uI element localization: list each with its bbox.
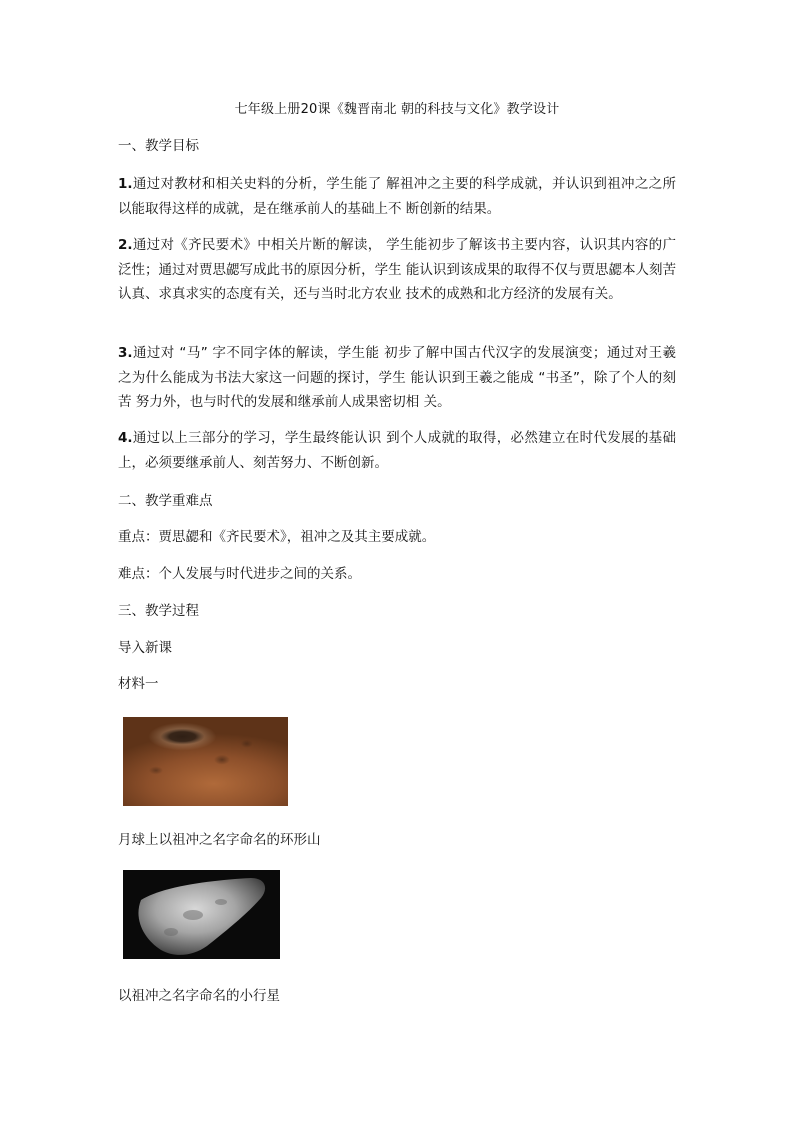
difficulty-text: 难点：个人发展与时代进步之间的关系。 xyxy=(118,566,361,582)
objective-text: 通过对教材和相关史料的分析，学生能了 解祖冲之主要的科学成就，并认识到祖冲之之所 以能取得这样的成就，是在继承前人的基础上不 断创新的结果。 xyxy=(118,176,676,217)
asteroid-photo xyxy=(123,870,280,959)
figure1-caption: 月球上以祖冲之名字命名的环形山 xyxy=(118,832,321,848)
intro-text: 导入新课 xyxy=(118,640,172,656)
process-heading: 三、教学过程 xyxy=(118,603,199,619)
objective-number: 2. xyxy=(118,237,133,253)
moon-crater-photo xyxy=(123,717,288,806)
objective-paragraph-1 xyxy=(118,172,676,221)
objective-paragraph-3 xyxy=(118,341,676,415)
objective-text: 通过以上三部分的学习，学生最终能认识 到个人成就的取得，必然建立在时代发展的基础 上，必须要继承前人、刻苦努力、不断创新。 xyxy=(118,430,676,471)
objective-number: 3. xyxy=(118,345,133,361)
objective-text: 通过对 “马” 字不同字体的解读，学生能 初步了解中国古代汉字的发展演变；通过对王羲 之为什么能成为书法大家这一问题的探讨，学生 能认识到王羲之能成 “书圣”，除了个人的刻苦 努力外，也与时代的发展和继承前人成果密切相 关。 xyxy=(118,345,676,410)
figure2-caption: 以祖冲之名字命名的小行星 xyxy=(118,988,280,1004)
material-label: 材料一 xyxy=(118,676,159,692)
objective-paragraph-2 xyxy=(118,233,676,307)
key-points-heading: 二、教学重难点 xyxy=(118,493,213,509)
objectives-heading: 一、教学目标 xyxy=(118,138,199,154)
key-point-text: 重点：贾思勰和《齐民要术》，祖冲之及其主要成就。 xyxy=(118,529,436,545)
objective-text: 通过对《齐民要术》中相关片断的解读， 学生能初步了解该书主要内容，认识其内容的广 泛性；通过对贾思勰写成此书的原因分析，学生 能认识到该成果的取得不仅与贾思勰本人刻苦 认真、求真求实的态度有关，还与当时北方农业 技术的成熟和北方经济的发展有关。 xyxy=(118,237,676,302)
asteroid-illustration xyxy=(123,870,280,959)
objective-number: 4. xyxy=(118,430,133,446)
objective-paragraph-4 xyxy=(118,426,676,475)
document-title: 七年级上册20课《魏晋南北 朝的科技与文化》教学设计 xyxy=(234,102,560,117)
objective-number: 1. xyxy=(118,176,133,192)
